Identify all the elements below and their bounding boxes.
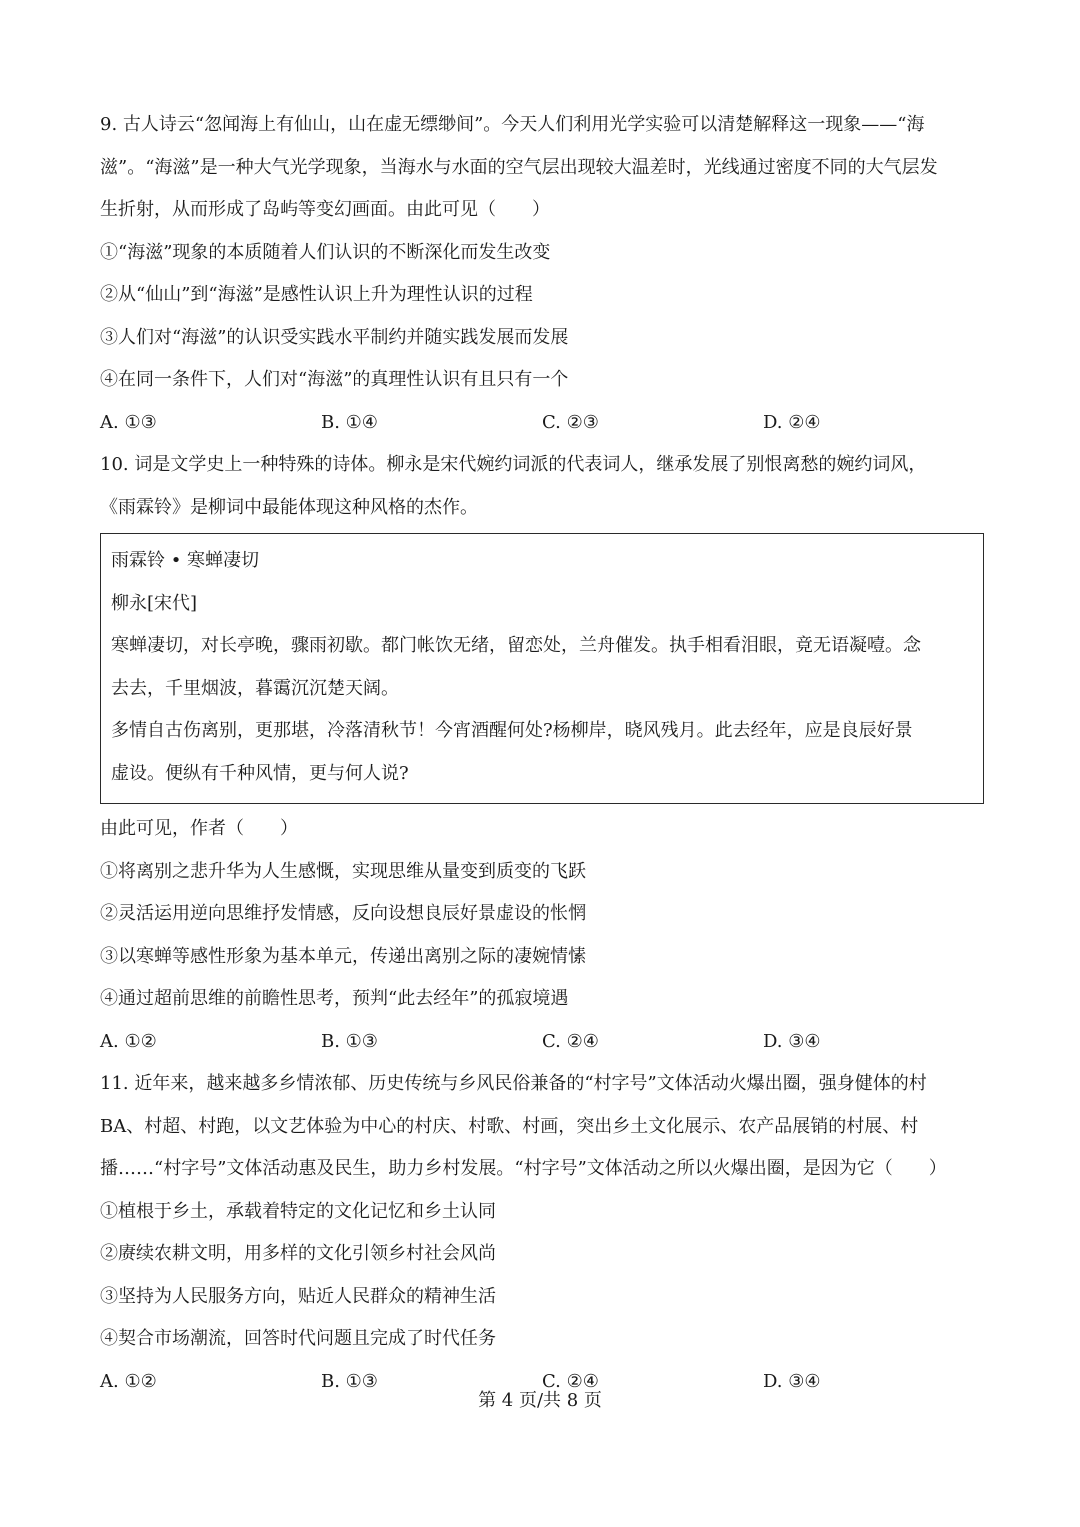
poem-title: 雨霖铃 • 寒蝉凄切	[111, 550, 260, 571]
q9-stem-line-1: 9. 古人诗云“忽闻海上有仙山，山在虚无缥缈间”。今天人们利用光学实验可以清楚解释这一现象——“海	[100, 114, 925, 135]
poem-line-2: 去去，千里烟波，暮霭沉沉楚天阔。	[111, 677, 399, 699]
q9-item-2: ②从“仙山”到“海滋”是感性认识上升为理性认识的过程	[100, 284, 533, 305]
q11-stem-line-1: 11. 近年来，越来越多乡情浓郁、历史传统与乡风民俗兼备的“村字号”文体活动火爆出圈，强身健体的村	[100, 1073, 927, 1094]
q11-stem-line-2: BA、村超、村跑，以文艺体验为中心的村庆、村歌、村画，突出乡土文化展示、农产品展销的村展、村	[100, 1115, 919, 1137]
poem-line-3: 多情自古伤离别，更那堪，冷落清秋节！今宵酒醒何处?杨柳岸，晓风残月。此去经年，应是良辰好景	[111, 720, 913, 741]
page-footer: 第 4 页/共 8 页	[478, 1390, 602, 1411]
q9-item-3: ③人们对“海滋”的认识受实践水平制约并随实践发展而发展	[100, 326, 569, 348]
q11-item-3: ③坚持为人民服务方向，贴近人民群众的精神生活	[100, 1285, 496, 1307]
q10-item-3: ③以寒蝉等感性形象为基本单元，传递出离别之际的凄婉情愫	[100, 945, 586, 967]
q9-option-d: D. ②④	[763, 411, 821, 433]
q9-stem-line-2: 滋”。“海滋”是一种大气光学现象，当海水与水面的空气层出现较大温差时，光线通过密度不同的大气层发	[100, 156, 938, 178]
q9-option-a: A. ①③	[100, 411, 157, 433]
question-9	[100, 104, 984, 444]
question-10	[100, 444, 984, 1063]
q10-options	[100, 1021, 984, 1064]
q9-options	[100, 402, 984, 445]
q11-option-c: C. ②④	[542, 1370, 599, 1392]
q11-option-b: B. ①③	[321, 1370, 378, 1392]
q9-option-c: C. ②③	[542, 411, 599, 433]
q10-stem-line-1: 10. 词是文学史上一种特殊的诗体。柳永是宋代婉约词派的代表词人，继承发展了别恨离愁的婉约词风，	[100, 454, 927, 475]
q11-item-4: ④契合市场潮流，回答时代问题且完成了时代任务	[100, 1328, 496, 1349]
poem-line-4: 虚设。便纵有千种风情，更与何人说?	[111, 762, 409, 784]
q11-stem-line-3: 播……“村字号”文体活动惠及民生，助力乡村发展。“村字号”文体活动之所以火爆出圈，是因为它（ ）	[100, 1158, 947, 1179]
poem-box	[100, 533, 984, 804]
q11-item-2: ②赓续农耕文明，用多样的文化引领乡村社会风尚	[100, 1243, 496, 1264]
q10-item-1: ①将离别之悲升华为人生感慨，实现思维从量变到质变的飞跃	[100, 860, 586, 882]
poem-author: 柳永[宋代]	[111, 592, 198, 614]
q11-option-a: A. ①②	[100, 1370, 157, 1392]
q10-option-d: D. ③④	[763, 1030, 821, 1052]
q10-item-4: ④通过超前思维的前瞻性思考，预判“此去经年”的孤寂境遇	[100, 988, 569, 1009]
q9-item-1: ①“海滋”现象的本质随着人们认识的不断深化而发生改变	[100, 241, 551, 263]
q11-item-1: ①植根于乡土，承载着特定的文化记忆和乡土认同	[100, 1200, 496, 1222]
q10-option-c: C. ②④	[542, 1030, 599, 1052]
question-11	[100, 1063, 984, 1403]
q9-item-4: ④在同一条件下，人们对“海滋”的真理性认识有且只有一个	[100, 369, 569, 390]
q10-question: 由此可见，作者（ ）	[100, 818, 298, 839]
q11-option-d: D. ③④	[763, 1370, 821, 1392]
q9-option-b: B. ①④	[321, 411, 378, 433]
q10-item-2: ②灵活运用逆向思维抒发情感，反向设想良辰好景虚设的怅惘	[100, 903, 586, 924]
q10-stem-line-2: 《雨霖铃》是柳词中最能体现这种风格的杰作。	[100, 496, 478, 518]
q10-option-a: A. ①②	[100, 1030, 157, 1052]
q10-option-b: B. ①③	[321, 1030, 378, 1052]
poem-line-1: 寒蝉凄切，对长亭晚，骤雨初歇。都门帐饮无绪，留恋处，兰舟催发。执手相看泪眼，竟无语凝噎。念	[111, 635, 921, 656]
exam-page	[100, 104, 984, 1403]
q9-stem-line-3: 生折射，从而形成了岛屿等变幻画面。由此可见（ ）	[100, 199, 550, 220]
